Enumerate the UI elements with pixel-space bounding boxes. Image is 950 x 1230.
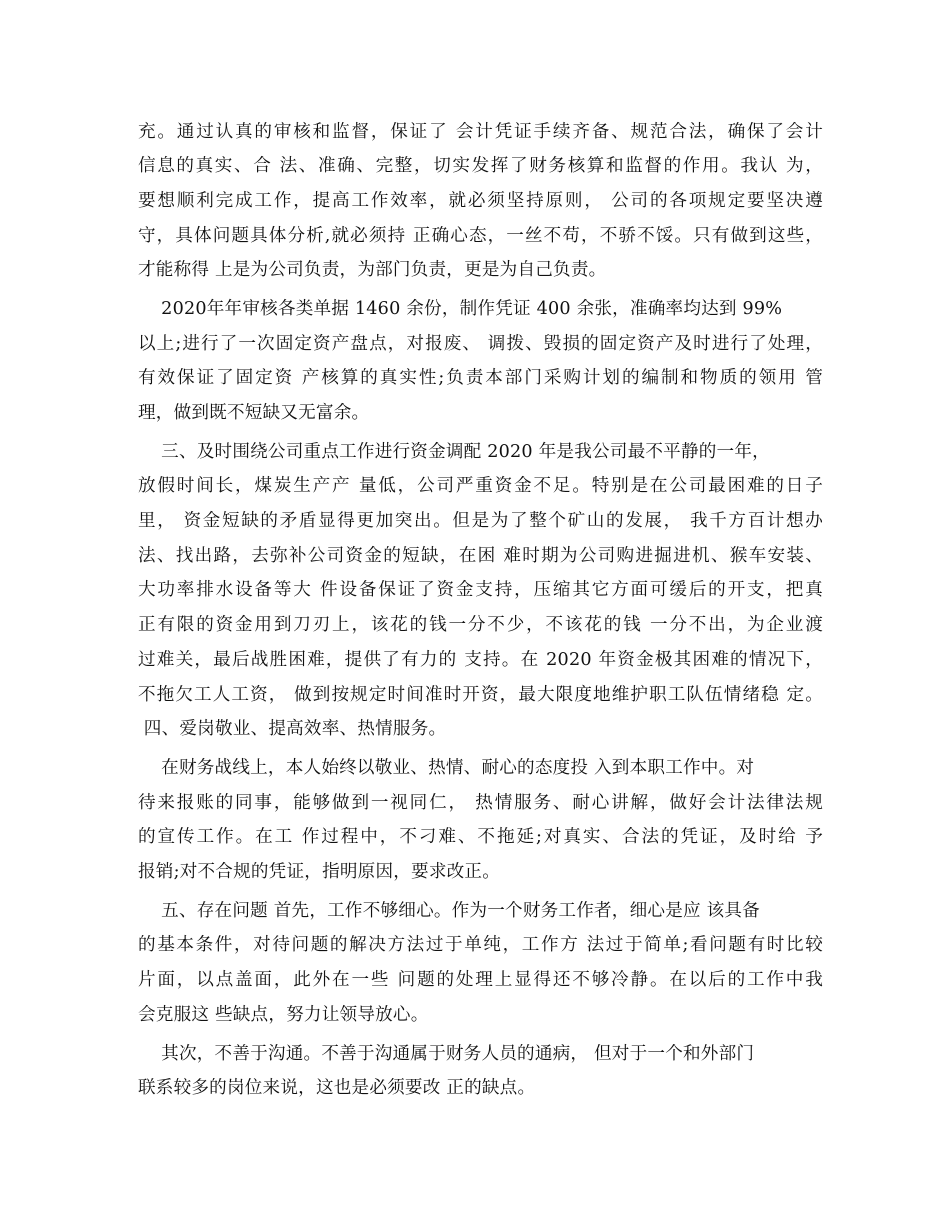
text-line: 过难关，最后战胜困难，提供了有力的 支持。在 2020 年资金极其困难的情况下，: [138, 650, 823, 670]
text-line: 待来报账的同事，能够做到一视同仁， 热情服务、耐心讲解，做好会计法律法规: [138, 793, 823, 813]
text-line: 片面，以点盖面，此外在一些 问题的处理上显得还不够冷静。在以后的工作中我: [138, 970, 823, 990]
text-line: 正有限的资金用到刀刃上，该花的钱一分不少，不该花的钱 一分不出，为企业渡: [138, 615, 823, 635]
text-line: 联系较多的岗位来说，这也是必须要改 正的缺点。: [138, 1078, 536, 1098]
text-line: 信息的真实、合 法、准确、完整，切实发挥了财务核算和监督的作用。我认 为，: [138, 156, 823, 176]
text-line: 里， 资金短缺的矛盾显得更加突出。但是为了整个矿山的发展， 我千方百计想办: [138, 511, 823, 531]
text-line: 会克服这 些缺点，努力让领导放心。: [138, 1005, 429, 1025]
text-line: 在财务战线上，本人始终以敬业、热情、耐心的态度投 入到本职工作中。对: [138, 758, 755, 778]
text-line: 有效保证了固定资 产核算的真实性;负责本部门采购计划的编制和物质的领用 管: [138, 368, 823, 388]
text-line: 才能称得 上是为公司负责，为部门负责，更是为自己负责。: [138, 260, 607, 280]
text-line: 报销;对不合规的凭证，指明原因，要求改正。: [138, 862, 501, 882]
text-line: 守，具体问题具体分析,就必须持 正确心态，一丝不苟，不骄不馁。只有做到这些，: [138, 226, 823, 246]
text-line: 大功率排水设备等大 件设备保证了资金支持，压缩其它方面可缓后的开支，把真: [138, 580, 823, 600]
text-line: 其次，不善于沟通。不善于沟通属于财务人员的通病， 但对于一个和外部门: [138, 1044, 755, 1064]
text-line: 以上;进行了一次固定资产盘点，对报废、 调拨、毁损的固定资产及时进行了处理，: [138, 334, 823, 354]
text-line: 2020年年审核各类单据 1460 余份，制作凭证 400 余张，准确率均达到 99%: [138, 299, 783, 319]
text-line: 的宣传工作。在工 作过程中，不刁难、不拖延;对真实、合法的凭证，及时给 予: [138, 827, 823, 847]
text-line: 三、及时围绕公司重点工作进行资金调配 2020 年是我公司最不平静的一年，: [138, 442, 770, 462]
text-line: 不拖欠工人工资， 做到按规定时间准时开资，最大限度地维护职工队伍情绪稳 定。: [138, 685, 823, 705]
text-line: 理，做到既不短缺又无富余。: [138, 403, 370, 423]
text-line: 四、爱岗敬业、提高效率、热情服务。: [138, 719, 447, 739]
text-line: 充。通过认真的审核和监督，保证了 会计凭证手续齐备、规范合法，确保了会计: [138, 122, 823, 142]
text-line: 法、找出路，去弥补公司资金的短缺，在困 难时期为公司购进掘进机、猴车安装、: [138, 546, 823, 566]
text-line: 五、存在问题 首先，工作不够细心。作为一个财务工作者，细心是应 该具备: [138, 901, 760, 921]
text-line: 的基本条件，对待问题的解决方法过于单纯，工作方 法过于简单;看问题有时比较: [138, 935, 823, 955]
text-line: 要想顺利完成工作，提高工作效率，就必须坚持原则， 公司的各项规定要坚决遵: [138, 191, 823, 211]
text-line: 放假时间长，煤炭生产产 量低，公司严重资金不足。特别是在公司最困难的日子: [138, 476, 823, 496]
